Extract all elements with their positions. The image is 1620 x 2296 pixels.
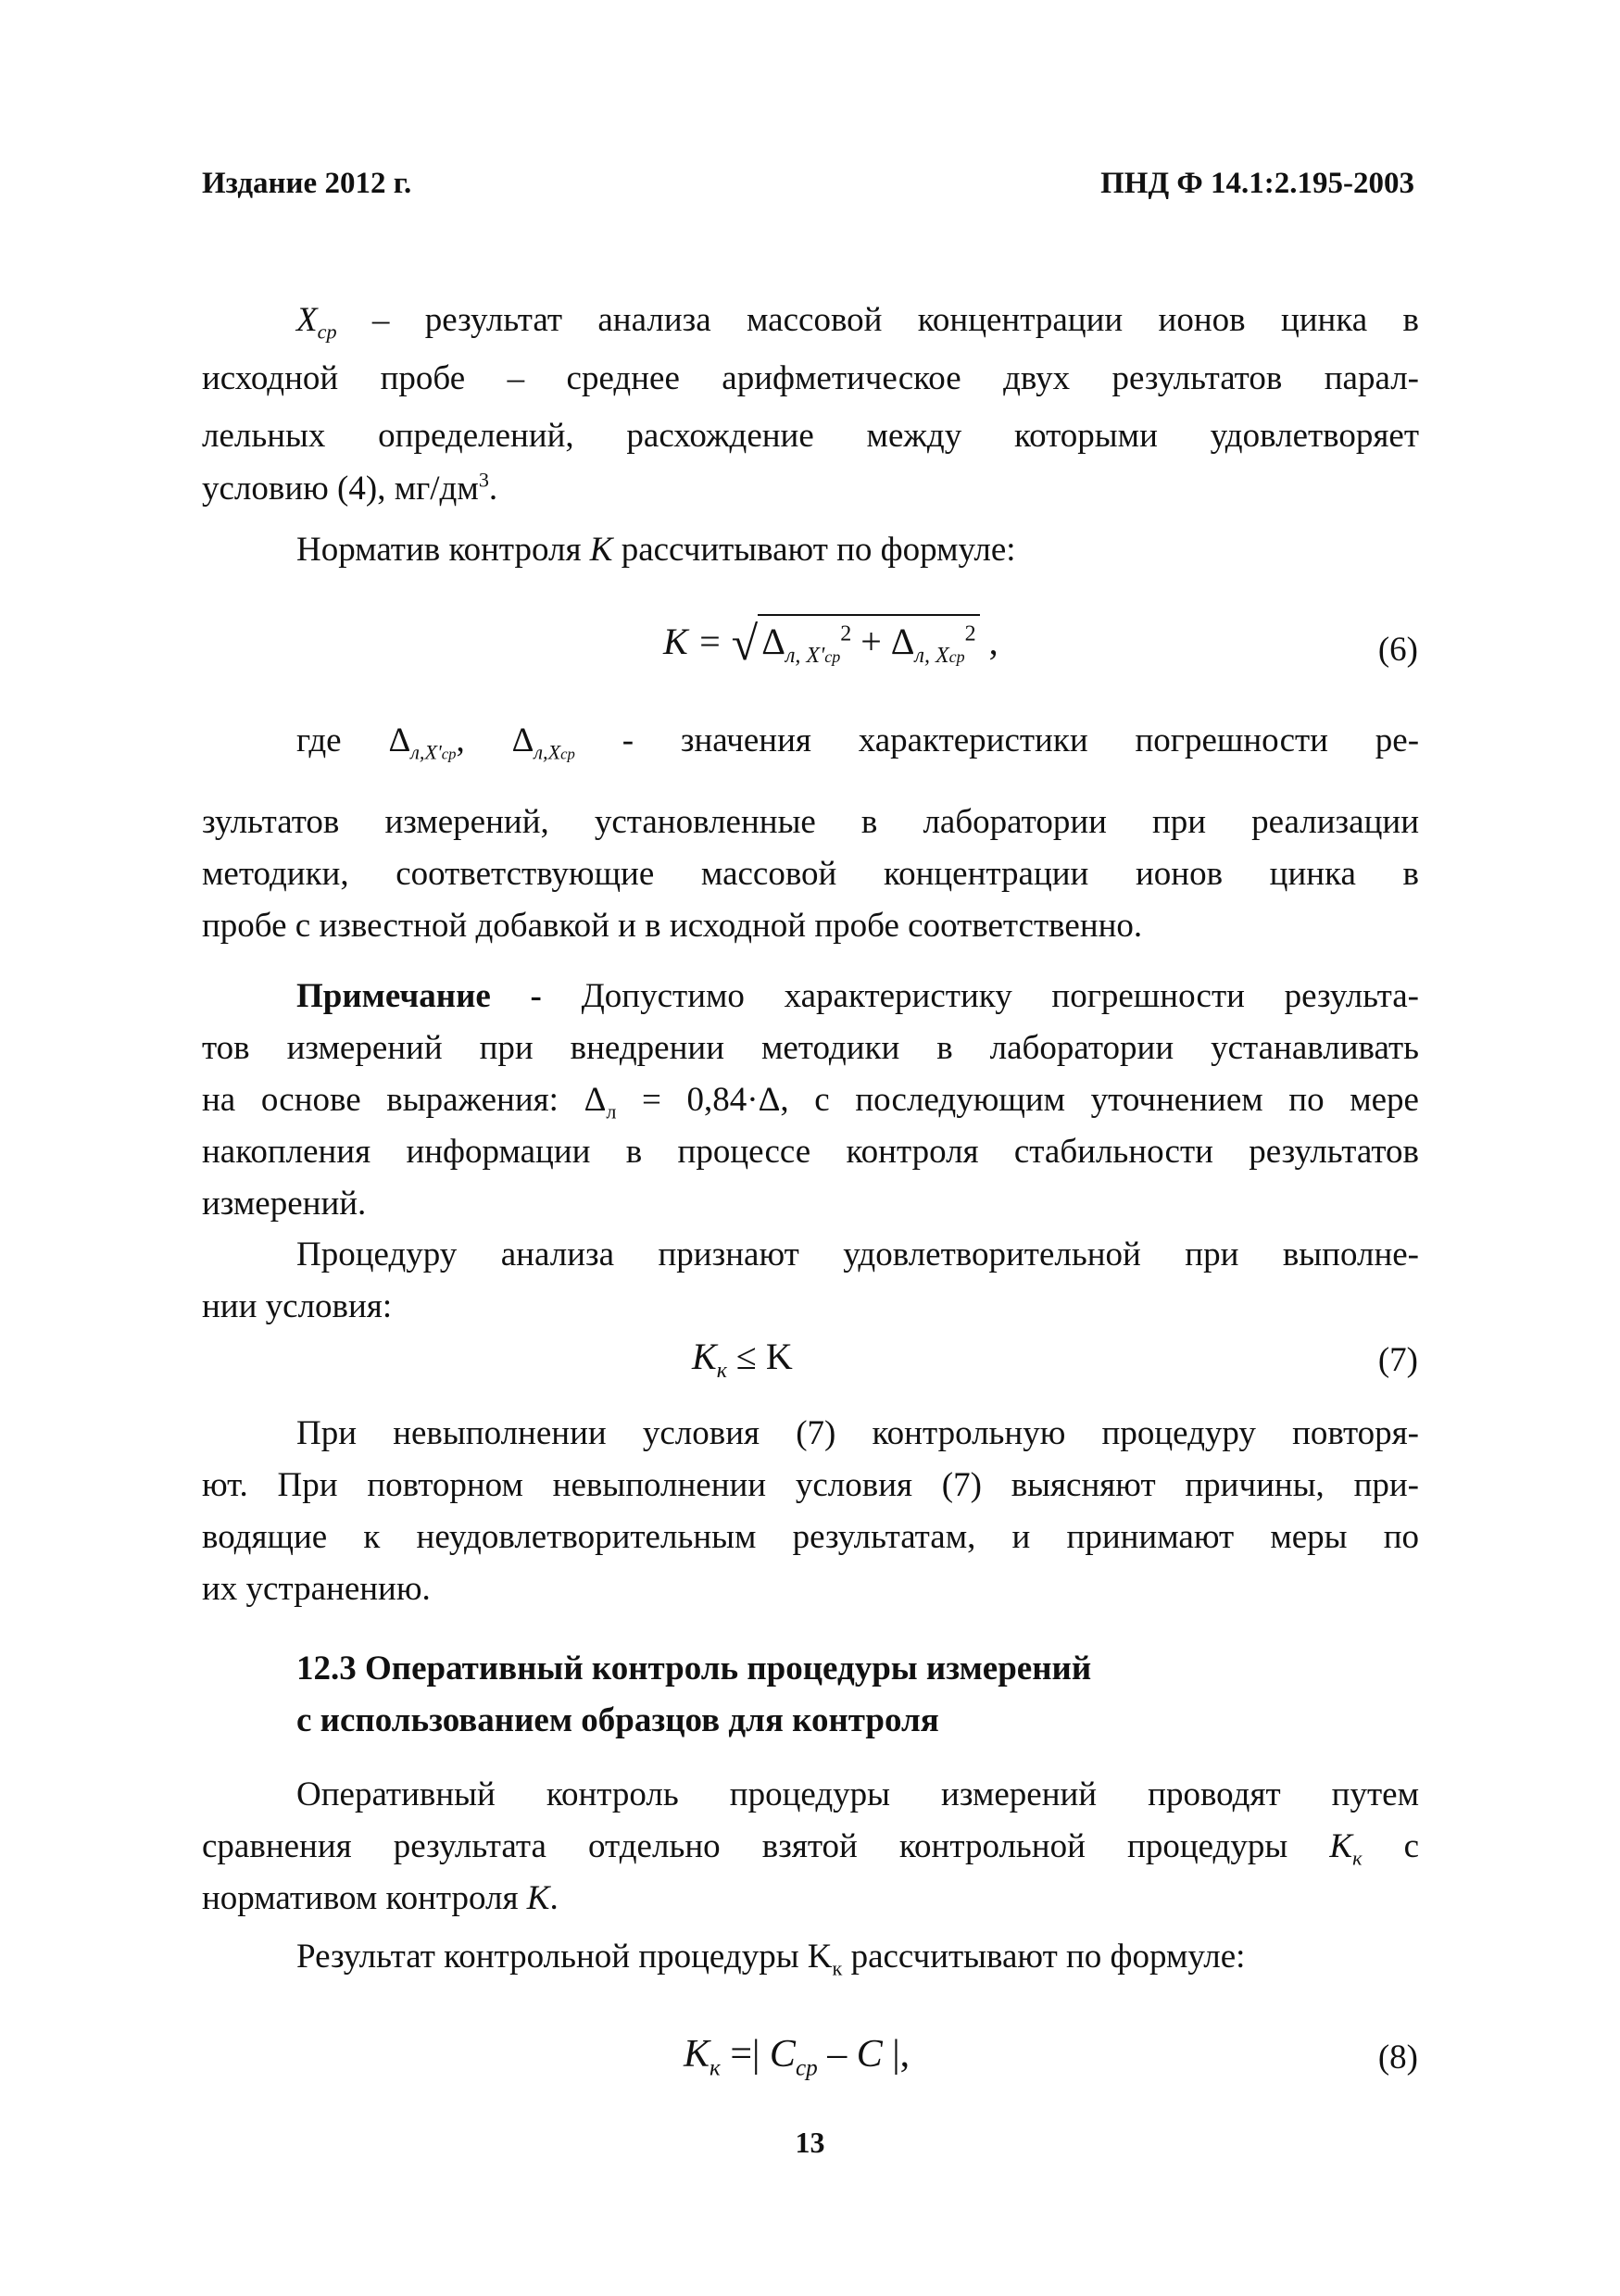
eq8-tail: |, [892,2033,910,2076]
paragraph-6-text-2c: с [1403,1827,1420,1865]
where-dash: - [622,721,634,759]
paragraph-5-line-4: их устранению. [202,1570,431,1608]
symbol-k-2: K [526,1879,550,1917]
paragraph-4-line-2: нии условия: [202,1287,393,1325]
paragraph-1-text-1: – результат анализа массовой концентрации ионов цинка в [371,301,1419,339]
equation-8-number: (8) [1377,2039,1418,2076]
eq7-relation: ≤ K [735,1336,793,1377]
page-number: 13 [795,2126,825,2159]
paragraph-2 [296,524,1016,576]
paragraph-6-line-1: Оперативный контроль процедуры измерений проводят путем [296,1775,1419,1813]
edition-label: Издание 2012 г. [202,167,412,200]
where-delta-1-sub-b: ср [441,745,457,763]
delta-1: Δ [761,621,785,662]
paragraph-5-line-3: водящие к неудовлетворительным результатам, и принимают меры по [202,1518,1419,1556]
note-delta-sub: л [606,1099,617,1123]
unit-superscript: 3 [478,468,489,492]
delta-1-sub: л, X' [785,644,825,668]
eq8-lhs: K [684,2033,710,2076]
where-symbols [388,721,575,764]
note-text-1: Допустимо характеристику погрешности результа- [581,977,1419,1015]
paragraph-1-line-1 [296,295,1419,346]
note-line-4: накопления информации в процессе контроля стабильности результатов [202,1133,1419,1171]
document-code: ПНД Ф 14.1:2.195-2003 [1100,167,1414,200]
eq7-lhs: K [692,1336,717,1377]
paragraph-7-text-b: рассчитывают по формуле: [850,1938,1246,1976]
delta-2: Δ [890,621,915,662]
paragraph-7-sub: к [832,1956,843,1980]
equation-6 [663,613,998,671]
paragraph-1-line-4 [202,463,497,515]
paragraph-6-text-2: сравнения результата отдельно взятой контрольной процедуры [202,1827,1288,1865]
eq6-tail: , [988,621,998,662]
delta-1-sub-b: ср [824,647,841,666]
note-line-3 [202,1074,1419,1126]
eq7-sub: к [716,1359,727,1383]
note-line-5: измерений. [202,1185,367,1223]
where-delta-2-sub-b: ср [560,745,575,763]
paragraph-1-end: . [488,470,498,508]
where-delta-1-sub: л,X' [410,740,442,764]
symbol-k: K [589,531,613,569]
paragraph-7 [296,1931,1245,1983]
equation-7 [692,1331,793,1383]
equation-8 [684,2028,910,2080]
delta-2-sub-b: ср [948,647,965,666]
paragraph-3-line-3: пробе с известной добавкой и в исходной пробе соответственно. [202,907,1143,945]
eq8-c-sub: ср [795,2055,818,2081]
equation-7-number: (7) [1377,1341,1418,1379]
paragraph-6-end: . [549,1879,559,1917]
where-delta-2: Δ [511,721,534,759]
paragraph-2-text-b: рассчитывают по формуле: [621,531,1016,569]
paragraph-6-line-2 [202,1821,1419,1873]
eq8-minus-c: – C [827,2033,883,2076]
square-1: 2 [840,621,852,646]
note-text-3a: на основе выражения: Δ [202,1081,607,1119]
radical-body [758,614,979,668]
section-heading-line-1: 12.3 Оперативный контроль процедуры измерений [296,1650,1092,1687]
where-text: значения характеристики погрешности ре- [680,721,1420,759]
paragraph-1-line-4-text: условию (4), мг/дм [202,470,479,508]
where-line [296,715,1419,767]
paragraph-4-line-1: Процедуру анализа признают удовлетворительной при выполне- [296,1236,1419,1273]
plus-sign: + [860,621,882,662]
paragraph-1-line-3: лельных определений, расхождение между которыми удовлетворяет [202,417,1419,455]
symbol-x: X [296,301,318,339]
paragraph-6-line-3 [202,1873,559,1925]
section-heading-line-2: с использованием образцов для контроля [296,1701,939,1739]
where-comma: , [456,721,465,759]
paragraph-5-line-2: ют. При повторном невыполнении условия (7) выясняют причины, при- [202,1466,1419,1504]
note-line-1 [296,971,1419,1023]
symbol-kk: K [1329,1827,1353,1865]
note-label: Примечание - [296,977,542,1015]
eq6-lhs: K = [663,621,722,662]
symbol-kk-sub: к [1352,1846,1363,1870]
paragraph-6-text-3: нормативом контроля [202,1879,519,1917]
where-word: где [296,721,342,759]
paragraph-5-line-1: При невыполнении условия (7) контрольную процедуру повторя- [296,1414,1419,1452]
delta-2-sub: л, X [914,644,949,668]
eq8-c: C [769,2033,796,2076]
where-delta-2-sub: л,X [534,740,561,764]
eq8-equals: =| [730,2033,760,2076]
radical-sign: √ [731,618,759,671]
paragraph-3-line-1: зультатов измерений, установленные в лаборатории при реализации [202,803,1419,841]
paragraph-1-line-2: исходной пробе – среднее арифметическое двух результатов парал- [202,359,1419,397]
where-delta-1: Δ [388,721,411,759]
note-text-3b: = 0,84·Δ, с последующим уточнением по мере [616,1081,1419,1119]
paragraph-3-line-2: методики, соответствующие массовой концентрации ионов цинка в [202,855,1419,893]
equation-6-number: (6) [1377,631,1418,669]
symbol-x-sub: ср [317,320,337,344]
paragraph-7-text-a: Результат контрольной процедуры K [296,1938,833,1976]
square-2: 2 [964,621,976,646]
sqrt-expression [731,613,980,671]
note-line-2: тов измерений при внедрении методики в лаборатории устанавливать [202,1029,1419,1067]
eq8-lhs-sub: к [710,2055,721,2081]
paragraph-2-text-a: Норматив контроля [296,531,582,569]
